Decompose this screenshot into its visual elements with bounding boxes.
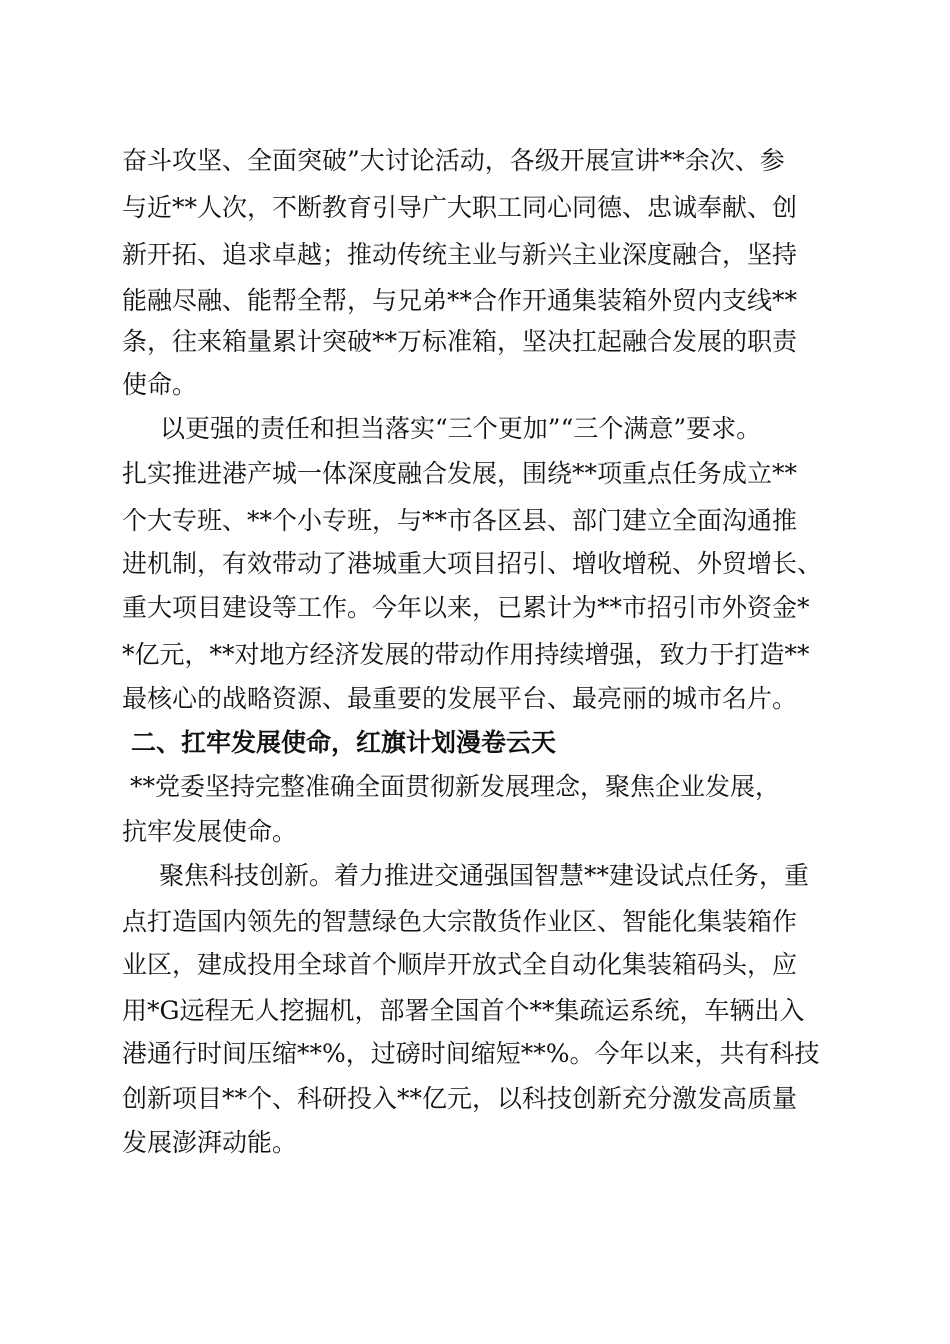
paragraph-line: 新开拓、追求卓越；推动传统主业与新兴主业深度融合，坚持 <box>122 240 798 269</box>
paragraph-line: 发展澎湃动能。 <box>122 1128 298 1157</box>
paragraph-line: 业区，建成投用全球首个顺岸开放式全自动化集装箱码头，应 <box>122 950 798 979</box>
paragraph-line: 个大专班、**个小专班，与**市各区县、部门建立全面沟通推 <box>122 506 798 535</box>
paragraph-line: 点打造国内领先的智慧绿色大宗散货作业区、智能化集装箱作 <box>122 907 798 936</box>
paragraph-line: 聚焦科技创新。着力推进交通强国智慧**建设试点任务，重 <box>159 861 810 890</box>
paragraph-line: 以更强的责任和担当落实“三个更加”“三个满意”要求。 <box>160 414 762 443</box>
section-heading: 二、扛牢发展使命，红旗计划漫卷云天 <box>131 728 557 757</box>
paragraph-line: 进机制，有效带动了港城重大项目招引、增收增税、外贸增长、 <box>122 549 823 578</box>
paragraph-line: 重大项目建设等工作。今年以来，已累计为**市招引市外资金* <box>122 593 810 622</box>
paragraph-line: 与近**人次，不断教育引导广大职工同心同德、忠诚奉献、创 <box>122 193 798 222</box>
paragraph-line: 抗牢发展使命。 <box>122 817 298 846</box>
paragraph-line: 条，往来箱量累计突破**万标准箱，坚决扛起融合发展的职责 <box>122 327 798 356</box>
paragraph-line: 最核心的战略资源、最重要的发展平台、最亮丽的城市名片。 <box>122 684 798 713</box>
paragraph-line: *亿元，**对地方经济发展的带动作用持续增强，致力于打造** <box>122 640 810 669</box>
paragraph-line: 港通行时间压缩**%，过磅时间缩短**%。今年以来，共有科技 <box>122 1039 820 1068</box>
paragraph-line: 用*G远程无人挖掘机，部署全国首个**集疏运系统，车辆出入 <box>122 996 805 1025</box>
paragraph-line: 扎实推进港产城一体深度融合发展，围绕**项重点任务成立** <box>122 459 798 488</box>
paragraph-line: 奋斗攻坚、全面突破”大讨论活动，各级开展宣讲**余次、参 <box>122 146 785 175</box>
paragraph-line: 使命。 <box>122 370 198 399</box>
paragraph-line: 创新项目**个、科研投入**亿元，以科技创新充分激发高质量 <box>122 1084 798 1113</box>
paragraph-line: **党委坚持完整准确全面贯彻新发展理念，聚焦企业发展， <box>130 772 781 801</box>
paragraph-line: 能融尽融、能帮全帮，与兄弟**合作开通集装箱外贸内支线** <box>122 286 798 315</box>
